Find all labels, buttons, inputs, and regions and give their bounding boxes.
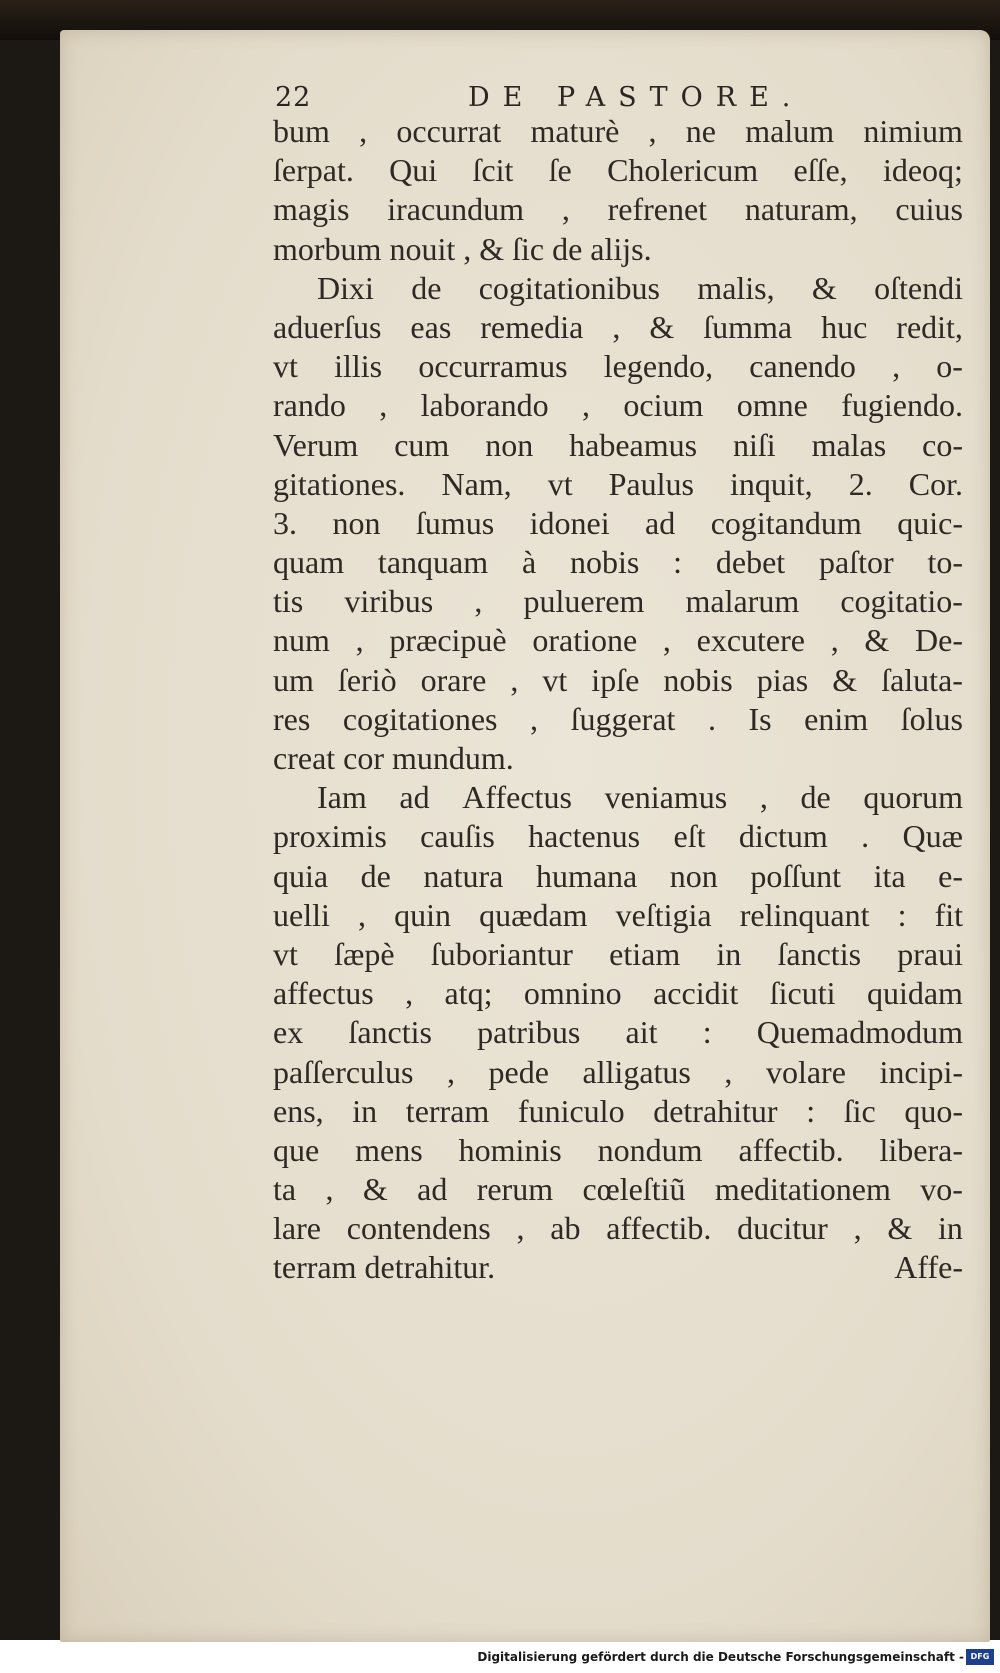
running-head: DE PASTORE.: [468, 82, 804, 113]
text-line: num , præcipuè oratione , excutere , & De-: [273, 622, 963, 659]
text-line: paſſerculus , pede alligatus , volare incipi-: [273, 1053, 963, 1090]
text-line: quam tanquam à nobis : debet paſtor to-: [273, 544, 963, 581]
text-line: lare contendens , ab affectib. ducitur , & in: [273, 1210, 963, 1247]
catchword: Affe-: [894, 1249, 963, 1286]
text-line: creat cor mundum.: [273, 740, 514, 776]
page-number: 22: [275, 82, 312, 113]
text-line: ta , & ad rerum cœleſtiũ meditationem vo-: [273, 1171, 963, 1208]
text-line: vt ſæpè ſuboriantur etiam in ſanctis praui: [273, 935, 963, 972]
text-line: vt illis occurramus legendo, canendo , o-: [273, 348, 963, 385]
text-line: rando , laborando , ocium omne fugiendo.: [273, 387, 963, 424]
text-line: Dixi de cogitationibus malis, & oſtendi: [317, 269, 963, 306]
text-line: morbum nouit , & ſic de alijs.: [273, 230, 652, 267]
dfg-logo: DFG: [966, 1649, 994, 1665]
page-header: [215, 52, 955, 113]
footer: [0, 1646, 1000, 1673]
text-line: quia de natura humana non poſſunt ita e-: [273, 857, 963, 894]
text-line: affectus , atq; omnino accidit ſicuti quidam: [273, 975, 963, 1012]
text-line: ex ſanctis patribus ait : Quemadmodum: [273, 1014, 963, 1051]
text-line: proximis cauſis hactenus eſt dictum . Quæ: [273, 818, 963, 855]
text-line: Verum cum non habeamus niſi malas co-: [273, 426, 963, 463]
text-line: um ſeriò orare , vt ipſe nobis pias & ſaluta-: [273, 661, 963, 698]
text-line: tis viribus , puluerem malarum cogitatio-: [273, 583, 963, 620]
text-line: Iam ad Affectus veniamus , de quorum: [317, 779, 963, 816]
text-line: ſerpat. Qui ſcit ſe Cholericum eſſe, ideoq;: [273, 152, 963, 189]
final-line-text: terram detrahitur.: [273, 1249, 496, 1286]
text-line: uelli , quin quædam veſtigia relinquant : fit: [273, 896, 963, 933]
text-line: aduerſus eas remedia , & ſumma huc redit,: [273, 308, 963, 345]
text-line: 3. non ſumus idonei ad cogitandum quic-: [273, 504, 963, 541]
text-line: bum , occurrat maturè , ne malum nimium: [273, 113, 963, 149]
text-line: magis iracundum , refrenet naturam, cuius: [273, 191, 963, 228]
digitization-credit: Digitalisierung gefördert durch die Deutsche Forschungsgemeinschaft -: [477, 1650, 964, 1664]
text-line: que mens hominis nondum affectib. libera-: [273, 1131, 963, 1168]
text-line: res cogitationes , ſuggerat . Is enim ſolus: [273, 700, 963, 737]
body-text: [273, 112, 963, 1288]
text-line: gitationes. Nam, vt Paulus inquit, 2. Cor.: [273, 465, 963, 502]
text-line-final: [273, 1248, 963, 1287]
text-line: ens, in terram funiculo detrahitur : ſic quo-: [273, 1092, 963, 1129]
